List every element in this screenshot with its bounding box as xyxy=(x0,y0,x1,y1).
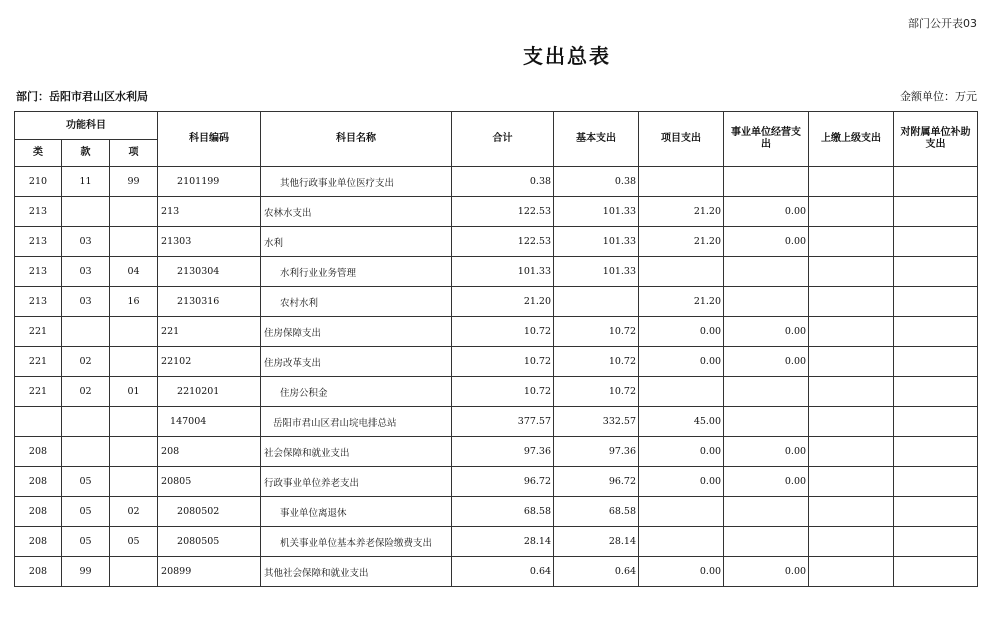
cell-upper xyxy=(809,437,894,467)
cell-basic: 10.72 xyxy=(554,377,639,407)
cell-subsidy xyxy=(894,347,978,377)
cell-kuan: 02 xyxy=(62,347,110,377)
cell-kuan: 99 xyxy=(62,557,110,587)
cell-total: 122.53 xyxy=(452,227,554,257)
cell-subsidy xyxy=(894,317,978,347)
table-row xyxy=(15,167,978,197)
table-body xyxy=(15,167,978,587)
cell-xiang: 99 xyxy=(110,167,158,197)
cell-business xyxy=(724,377,809,407)
cell-total: 0.38 xyxy=(452,167,554,197)
cell-lei: 210 xyxy=(15,167,62,197)
table-header xyxy=(15,112,978,167)
cell-code: 208 xyxy=(158,437,261,467)
cell-total: 96.72 xyxy=(452,467,554,497)
cell-project: 0.00 xyxy=(639,557,724,587)
cell-lei: 221 xyxy=(15,347,62,377)
cell-lei: 213 xyxy=(15,257,62,287)
cell-subsidy xyxy=(894,227,978,257)
cell-basic: 101.33 xyxy=(554,227,639,257)
cell-kuan: 05 xyxy=(62,497,110,527)
header-total: 合计 xyxy=(452,112,554,167)
cell-upper xyxy=(809,527,894,557)
cell-name: 事业单位离退休 xyxy=(261,497,452,527)
header-name: 科目名称 xyxy=(261,112,452,167)
page-title: 支出总表 xyxy=(523,44,611,68)
table-row xyxy=(15,287,978,317)
cell-subsidy xyxy=(894,497,978,527)
cell-kuan: 11 xyxy=(62,167,110,197)
cell-name: 水利 xyxy=(261,227,452,257)
cell-name: 农村水利 xyxy=(261,287,452,317)
cell-lei: 208 xyxy=(15,437,62,467)
cell-business xyxy=(724,527,809,557)
cell-project: 21.20 xyxy=(639,287,724,317)
cell-kuan xyxy=(62,197,110,227)
cell-basic: 10.72 xyxy=(554,347,639,377)
cell-name: 住房保障支出 xyxy=(261,317,452,347)
cell-xiang: 02 xyxy=(110,497,158,527)
cell-subsidy xyxy=(894,437,978,467)
cell-basic: 101.33 xyxy=(554,197,639,227)
cell-xiang: 04 xyxy=(110,257,158,287)
header-subsidy: 对附属单位补助支出 xyxy=(894,112,978,167)
cell-name: 农林水支出 xyxy=(261,197,452,227)
cell-total: 68.58 xyxy=(452,497,554,527)
table-row xyxy=(15,437,978,467)
cell-business xyxy=(724,257,809,287)
cell-project: 0.00 xyxy=(639,347,724,377)
cell-xiang xyxy=(110,197,158,227)
cell-kuan xyxy=(62,437,110,467)
cell-business: 0.00 xyxy=(724,227,809,257)
cell-upper xyxy=(809,257,894,287)
cell-business: 0.00 xyxy=(724,557,809,587)
cell-subsidy xyxy=(894,167,978,197)
cell-project xyxy=(639,257,724,287)
cell-xiang xyxy=(110,437,158,467)
cell-basic: 97.36 xyxy=(554,437,639,467)
cell-lei: 213 xyxy=(15,197,62,227)
cell-code: 2210201 xyxy=(158,377,261,407)
cell-subsidy xyxy=(894,557,978,587)
table-row xyxy=(15,527,978,557)
cell-upper xyxy=(809,347,894,377)
cell-kuan: 03 xyxy=(62,227,110,257)
cell-upper xyxy=(809,407,894,437)
cell-xiang xyxy=(110,467,158,497)
cell-total: 28.14 xyxy=(452,527,554,557)
cell-project: 0.00 xyxy=(639,467,724,497)
cell-subsidy xyxy=(894,467,978,497)
cell-basic: 10.72 xyxy=(554,317,639,347)
amount-unit-label: 金额单位：万元 xyxy=(900,90,977,103)
cell-code: 221 xyxy=(158,317,261,347)
cell-code: 2080505 xyxy=(158,527,261,557)
cell-code: 2080502 xyxy=(158,497,261,527)
cell-project xyxy=(639,527,724,557)
cell-total: 21.20 xyxy=(452,287,554,317)
cell-subsidy xyxy=(894,287,978,317)
cell-code: 2130304 xyxy=(158,257,261,287)
cell-project xyxy=(639,497,724,527)
cell-business: 0.00 xyxy=(724,437,809,467)
header-upper: 上缴上级支出 xyxy=(809,112,894,167)
cell-name: 住房改革支出 xyxy=(261,347,452,377)
cell-lei: 208 xyxy=(15,557,62,587)
cell-xiang xyxy=(110,227,158,257)
cell-business: 0.00 xyxy=(724,317,809,347)
cell-lei xyxy=(15,407,62,437)
cell-lei: 221 xyxy=(15,317,62,347)
header-xiang: 项 xyxy=(110,140,158,167)
cell-upper xyxy=(809,377,894,407)
header-function-group: 功能科目 xyxy=(15,112,158,140)
cell-upper xyxy=(809,497,894,527)
cell-xiang: 01 xyxy=(110,377,158,407)
cell-name: 社会保障和就业支出 xyxy=(261,437,452,467)
cell-xiang: 16 xyxy=(110,287,158,317)
cell-kuan xyxy=(62,407,110,437)
cell-subsidy xyxy=(894,197,978,227)
cell-total: 377.57 xyxy=(452,407,554,437)
cell-basic: 96.72 xyxy=(554,467,639,497)
cell-lei: 221 xyxy=(15,377,62,407)
cell-subsidy xyxy=(894,527,978,557)
cell-name: 机关事业单位基本养老保险缴费支出 xyxy=(261,527,452,557)
cell-subsidy xyxy=(894,257,978,287)
cell-total: 10.72 xyxy=(452,377,554,407)
cell-upper xyxy=(809,227,894,257)
header-kuan: 款 xyxy=(62,140,110,167)
cell-upper xyxy=(809,167,894,197)
cell-code: 2130316 xyxy=(158,287,261,317)
cell-kuan: 03 xyxy=(62,287,110,317)
cell-lei: 208 xyxy=(15,467,62,497)
cell-business: 0.00 xyxy=(724,347,809,377)
cell-name: 其他行政事业单位医疗支出 xyxy=(261,167,452,197)
table-row xyxy=(15,557,978,587)
cell-lei: 213 xyxy=(15,227,62,257)
cell-lei: 208 xyxy=(15,497,62,527)
cell-code: 20805 xyxy=(158,467,261,497)
cell-basic: 0.38 xyxy=(554,167,639,197)
cell-code: 213 xyxy=(158,197,261,227)
cell-business xyxy=(724,497,809,527)
cell-business xyxy=(724,407,809,437)
header-project: 项目支出 xyxy=(639,112,724,167)
cell-upper xyxy=(809,317,894,347)
cell-code: 21303 xyxy=(158,227,261,257)
expenditure-table xyxy=(14,111,978,587)
header-basic: 基本支出 xyxy=(554,112,639,167)
table-row xyxy=(15,257,978,287)
cell-xiang xyxy=(110,557,158,587)
cell-basic: 101.33 xyxy=(554,257,639,287)
cell-name: 住房公积金 xyxy=(261,377,452,407)
cell-project xyxy=(639,377,724,407)
cell-total: 0.64 xyxy=(452,557,554,587)
cell-basic: 28.14 xyxy=(554,527,639,557)
table-row xyxy=(15,197,978,227)
cell-kuan: 02 xyxy=(62,377,110,407)
cell-project: 21.20 xyxy=(639,197,724,227)
cell-code: 2101199 xyxy=(158,167,261,197)
cell-total: 122.53 xyxy=(452,197,554,227)
cell-project: 0.00 xyxy=(639,317,724,347)
cell-business: 0.00 xyxy=(724,197,809,227)
cell-basic: 332.57 xyxy=(554,407,639,437)
table-row xyxy=(15,317,978,347)
cell-total: 10.72 xyxy=(452,317,554,347)
cell-lei: 208 xyxy=(15,527,62,557)
cell-business: 0.00 xyxy=(724,467,809,497)
header-lei: 类 xyxy=(15,140,62,167)
cell-name: 其他社会保障和就业支出 xyxy=(261,557,452,587)
table-row xyxy=(15,497,978,527)
cell-xiang xyxy=(110,317,158,347)
cell-basic xyxy=(554,287,639,317)
cell-basic: 0.64 xyxy=(554,557,639,587)
table-row xyxy=(15,347,978,377)
cell-project xyxy=(639,167,724,197)
cell-upper xyxy=(809,467,894,497)
cell-project: 45.00 xyxy=(639,407,724,437)
cell-lei: 213 xyxy=(15,287,62,317)
cell-total: 101.33 xyxy=(452,257,554,287)
header-code: 科目编码 xyxy=(158,112,261,167)
cell-project: 21.20 xyxy=(639,227,724,257)
department-label: 部门：岳阳市君山区水利局 xyxy=(16,90,148,103)
cell-xiang xyxy=(110,347,158,377)
cell-basic: 68.58 xyxy=(554,497,639,527)
table-row xyxy=(15,407,978,437)
cell-xiang: 05 xyxy=(110,527,158,557)
cell-kuan: 05 xyxy=(62,467,110,497)
cell-kuan: 03 xyxy=(62,257,110,287)
cell-code: 22102 xyxy=(158,347,261,377)
document-number: 部门公开表03 xyxy=(908,17,977,30)
table-row xyxy=(15,377,978,407)
cell-upper xyxy=(809,197,894,227)
cell-name: 岳阳市君山区君山垸电排总站 xyxy=(261,407,452,437)
cell-upper xyxy=(809,557,894,587)
cell-kuan xyxy=(62,317,110,347)
table-row xyxy=(15,227,978,257)
header-business: 事业单位经营支出 xyxy=(724,112,809,167)
cell-xiang xyxy=(110,407,158,437)
cell-subsidy xyxy=(894,407,978,437)
cell-code: 20899 xyxy=(158,557,261,587)
cell-upper xyxy=(809,287,894,317)
cell-name: 行政事业单位养老支出 xyxy=(261,467,452,497)
cell-subsidy xyxy=(894,377,978,407)
cell-project: 0.00 xyxy=(639,437,724,467)
cell-total: 10.72 xyxy=(452,347,554,377)
cell-code: 147004 xyxy=(158,407,261,437)
table-row xyxy=(15,467,978,497)
cell-total: 97.36 xyxy=(452,437,554,467)
cell-name: 水利行业业务管理 xyxy=(261,257,452,287)
cell-business xyxy=(724,287,809,317)
cell-business xyxy=(724,167,809,197)
cell-kuan: 05 xyxy=(62,527,110,557)
